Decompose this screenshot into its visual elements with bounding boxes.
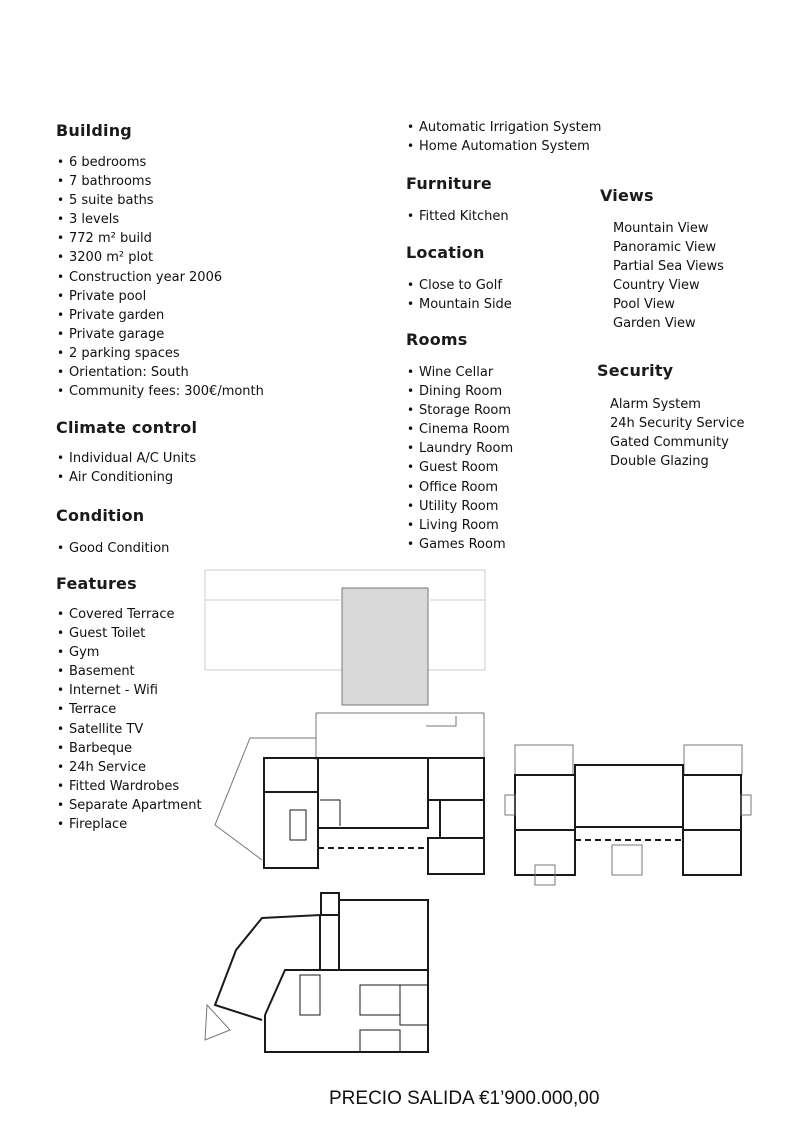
list-item: Gated Community bbox=[610, 435, 729, 451]
heading-features: Features bbox=[56, 574, 137, 593]
list-item: • Home Automation System bbox=[406, 137, 601, 156]
list-item: Pool View bbox=[613, 297, 675, 313]
list-item: • Internet - Wifi bbox=[56, 681, 202, 700]
list-item: • Private garden bbox=[56, 306, 264, 325]
list-item: • Living Room bbox=[406, 516, 513, 535]
heading-location: Location bbox=[406, 243, 485, 262]
ground-floor-plan bbox=[215, 713, 484, 874]
list-item: • Games Room bbox=[406, 535, 513, 554]
list-item: • Basement bbox=[56, 662, 202, 681]
list-item: • 2 parking spaces bbox=[56, 344, 264, 363]
list-item: • Orientation: South bbox=[56, 363, 264, 382]
list-item: • Fitted Wardrobes bbox=[56, 777, 202, 796]
list-item: • 5 suite baths bbox=[56, 191, 264, 210]
list-item: • Office Room bbox=[406, 478, 513, 497]
list-item: • 3 levels bbox=[56, 210, 264, 229]
list-item: • Covered Terrace bbox=[56, 605, 202, 624]
list-item: Partial Sea Views bbox=[613, 259, 724, 275]
list-item: Alarm System bbox=[610, 397, 701, 412]
heading-climate: Climate control bbox=[56, 418, 198, 437]
list-item: • 6 bedrooms bbox=[56, 153, 264, 172]
list-item: • Laundry Room bbox=[406, 439, 513, 458]
list-item: • Fireplace bbox=[56, 815, 202, 834]
list-item: • Air Conditioning bbox=[56, 468, 197, 487]
list-item: • Terrace bbox=[56, 700, 202, 719]
list-item: Panoramic View bbox=[613, 240, 717, 256]
heading-security: Security bbox=[597, 361, 674, 380]
list-item: • Storage Room bbox=[406, 401, 513, 420]
price-label: PRECIO SALIDA €1’900.000,00 bbox=[329, 1088, 600, 1109]
list-item: • Good Condition bbox=[56, 539, 169, 558]
list-item: • Utility Room bbox=[406, 497, 513, 516]
list-item: • Automatic Irrigation System bbox=[406, 118, 601, 137]
list-item: • Gym bbox=[56, 643, 202, 662]
list-item: 24h Security Service bbox=[610, 416, 745, 432]
list-item: Mountain View bbox=[613, 221, 709, 236]
list-item: Country View bbox=[613, 278, 700, 294]
list-item: • Construction year 2006 bbox=[56, 268, 264, 287]
heading-furniture: Furniture bbox=[406, 174, 492, 193]
list-item: • Community fees: 300€/month bbox=[56, 382, 264, 401]
list-item: • Private garage bbox=[56, 325, 264, 344]
list-item: • Satellite TV bbox=[56, 720, 202, 739]
list-item: • Dining Room bbox=[406, 382, 513, 401]
list-item: • Fitted Kitchen bbox=[406, 207, 509, 226]
list-item: • 7 bathrooms bbox=[56, 172, 264, 191]
list-item: • 3200 m² plot bbox=[56, 248, 264, 267]
heading-building: Building bbox=[56, 121, 132, 140]
list-item: • 772 m² build bbox=[56, 229, 264, 248]
first-floor-plan bbox=[505, 745, 751, 885]
list-item: Garden View bbox=[613, 316, 696, 332]
list-item: Double Glazing bbox=[610, 454, 709, 470]
list-item: • Private pool bbox=[56, 287, 264, 306]
list-item: • Close to Golf bbox=[406, 276, 512, 295]
list-item: • Cinema Room bbox=[406, 420, 513, 439]
list-item: • Guest Toilet bbox=[56, 624, 202, 643]
list-item: • 24h Service bbox=[56, 758, 202, 777]
heading-condition: Condition bbox=[56, 506, 145, 525]
heading-views: Views bbox=[600, 186, 654, 205]
list-item: • Separate Apartment bbox=[56, 796, 202, 815]
list-item: • Wine Cellar bbox=[406, 363, 513, 382]
pool bbox=[342, 588, 428, 705]
list-item: • Mountain Side bbox=[406, 295, 512, 314]
list-item: • Barbeque bbox=[56, 739, 202, 758]
list-item: • Individual A/C Units bbox=[56, 449, 197, 468]
basement-plan bbox=[205, 893, 428, 1052]
list-item: • Guest Room bbox=[406, 458, 513, 477]
heading-rooms: Rooms bbox=[406, 330, 468, 349]
